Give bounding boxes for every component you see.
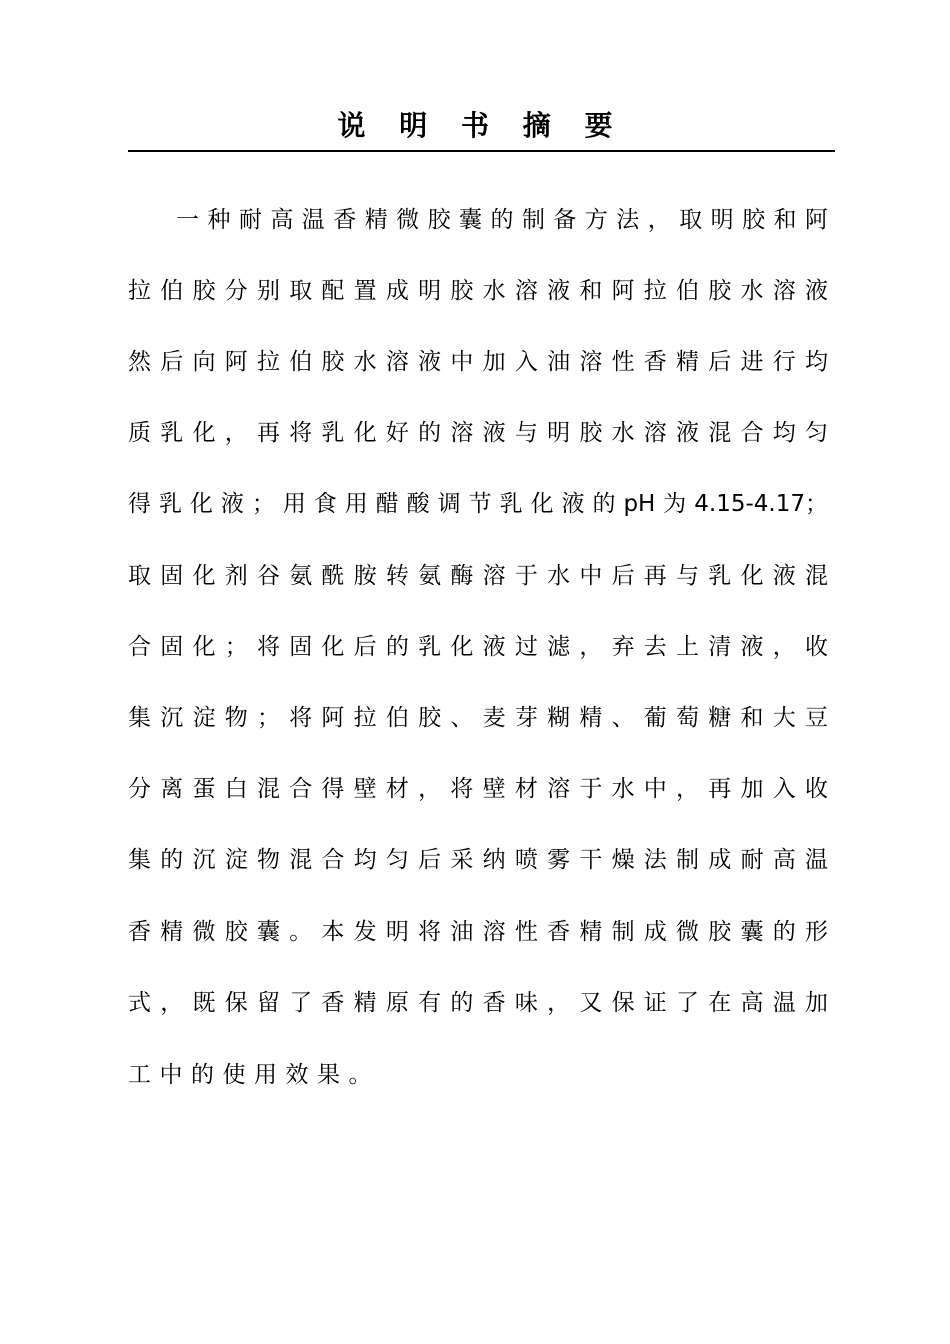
abstract-line: 式，既保留了香精原有的香味，又保证了在高温加 [128,990,828,1016]
abstract-line: 质乳化，再将乳化好的溶液与明胶水溶液混合均匀 [128,420,828,446]
abstract-line: 然后向阿拉伯胶水溶液中加入油溶性香精后进行均 [128,349,828,375]
abstract-line: 取固化剂谷氨酰胺转氨酶溶于水中后再与乳化液混 [128,563,828,589]
abstract-line: 拉伯胶分别取配置成明胶水溶液和阿拉伯胶水溶液 [128,278,828,304]
page-title: 说 明 书 摘 要 [337,109,625,142]
abstract-line: 集沉淀物；将阿拉伯胶、麦芽糊精、葡萄糖和大豆 [128,705,828,731]
abstract-line: 工中的使用效果。 [128,1062,380,1088]
abstract-line: 得乳化液；用食用醋酸调节乳化液的pH为4.15-4.17； [128,491,828,517]
abstract-line: 分离蛋白混合得壁材，将壁材溶于水中，再加入收 [128,776,828,802]
abstract-line: 集的沉淀物混合均匀后采纳喷雾干燥法制成耐高温 [128,847,828,873]
abstract-line: 一种耐高温香精微胶囊的制备方法，取明胶和阿 [176,207,828,233]
abstract-line: 香精微胶囊。本发明将油溶性香精制成微胶囊的形 [128,919,828,945]
abstract-line: 合固化；将固化后的乳化液过滤，弃去上清液，收 [128,634,828,660]
